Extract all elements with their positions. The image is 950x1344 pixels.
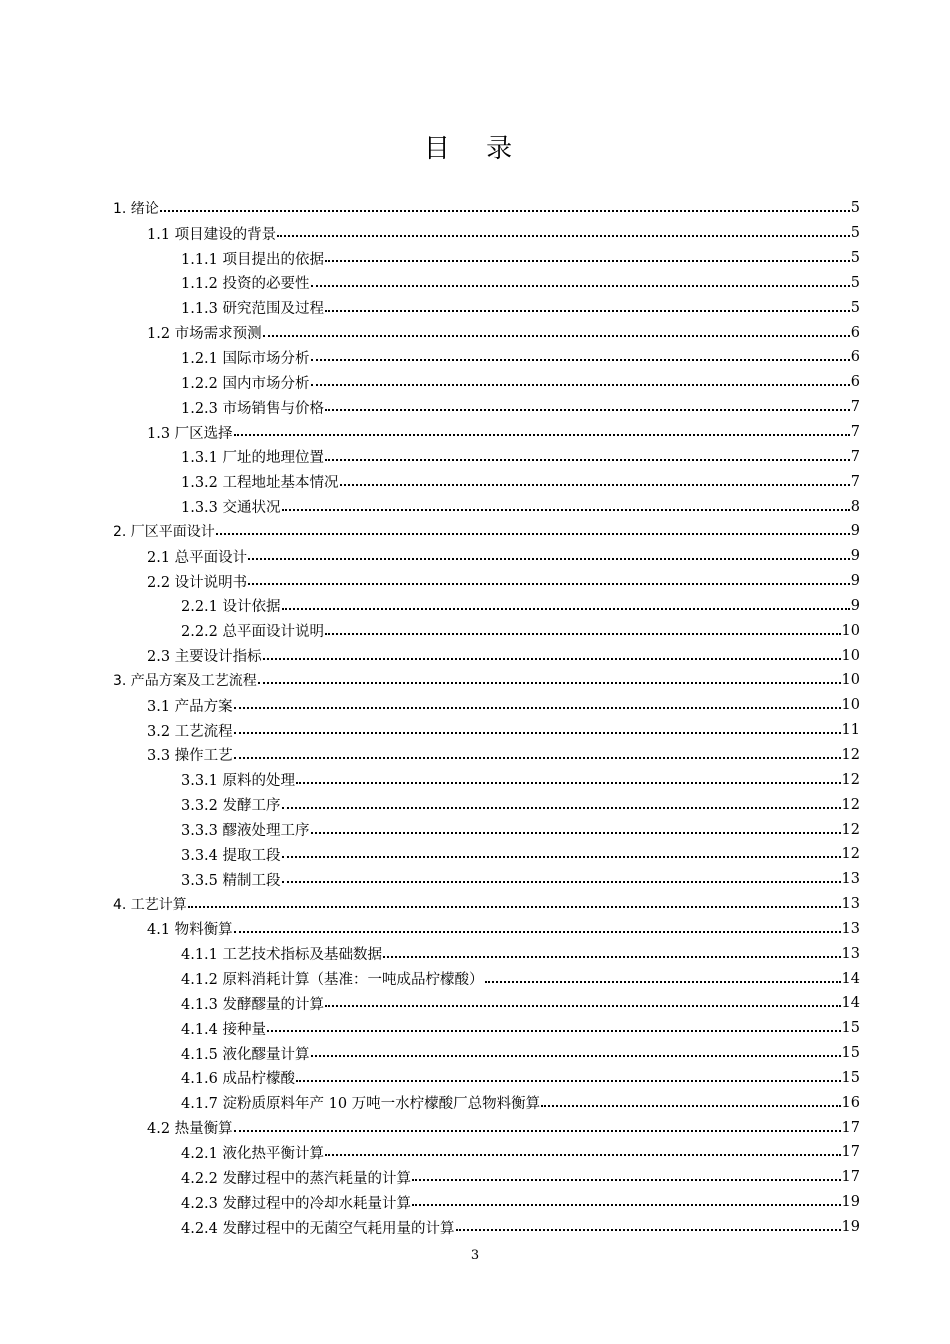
toc-entry-page: 5	[850, 274, 860, 291]
toc-entry-page: 14	[841, 970, 860, 987]
toc-entry-page: 15	[841, 1020, 860, 1037]
toc-entry-label: 2.2.2 总平面设计说明	[181, 624, 325, 641]
toc-entry-label: 4.1 物料衡算	[147, 922, 233, 939]
dot-leader	[311, 359, 850, 361]
toc-entry[interactable]	[113, 767, 860, 792]
toc-entry-page: 17	[841, 1144, 860, 1161]
toc-entry-page: 5	[850, 225, 860, 242]
dot-leader	[248, 558, 850, 560]
toc-entry-page: 9	[850, 523, 860, 540]
dot-leader	[282, 881, 841, 883]
dot-leader	[188, 906, 841, 908]
toc-entry-page: 17	[841, 1169, 860, 1186]
toc-entry[interactable]	[113, 1090, 860, 1115]
toc-entry[interactable]	[113, 693, 860, 718]
toc-entry-label: 4.2.1 液化热平衡计算	[181, 1145, 325, 1162]
toc-entry-label: 4.1.6 成品柠檬酸	[181, 1071, 296, 1088]
toc-entry-page: 17	[841, 1119, 860, 1136]
toc-entry-label: 4.1.3 发酵醪量的计算	[181, 996, 325, 1013]
toc-entry-label: 4.2.2 发酵过程中的蒸汽耗量的计算	[181, 1170, 412, 1187]
toc-entry-label: 1.3.2 工程地址基本情况	[181, 475, 339, 492]
toc-entry-label: 1.1.2 投资的必要性	[181, 276, 310, 293]
dot-leader	[282, 807, 841, 809]
dot-leader	[541, 1105, 840, 1107]
dot-leader	[267, 1030, 841, 1032]
toc-entry-label: 4.1.5 液化醪量计算	[181, 1046, 310, 1063]
toc-entry-page: 9	[850, 548, 860, 565]
dot-leader	[340, 484, 850, 486]
toc-entry-label: 3.3.4 提取工段	[181, 847, 281, 864]
toc-entry-page: 10	[841, 672, 860, 689]
toc-entry[interactable]	[113, 991, 860, 1016]
toc-entry[interactable]	[113, 1215, 860, 1240]
dot-leader	[248, 583, 850, 585]
toc-entry-page: 5	[850, 200, 860, 217]
toc-entry-page: 12	[841, 846, 860, 863]
toc-entry[interactable]	[113, 643, 860, 668]
dot-leader	[325, 633, 841, 635]
toc-entry-label: 3.3 操作工艺	[147, 748, 233, 765]
toc-entry-page: 9	[850, 573, 860, 590]
toc-entry-label: 4. 工艺计算	[113, 897, 187, 914]
toc-entry[interactable]	[113, 420, 860, 445]
toc-entry-label: 1.3.1 厂址的地理位置	[181, 450, 325, 467]
dot-leader	[311, 285, 850, 287]
dot-leader	[383, 956, 841, 958]
toc-entry[interactable]	[113, 221, 860, 246]
toc-entry-label: 1.1.3 研究范围及过程	[181, 301, 325, 318]
toc-entry[interactable]	[113, 271, 860, 296]
toc-entry-page: 5	[850, 250, 860, 267]
dot-leader	[325, 310, 850, 312]
dot-leader	[311, 832, 841, 834]
toc-entry-page: 15	[841, 1069, 860, 1086]
toc-entry-page: 8	[850, 498, 860, 515]
toc-entry[interactable]	[113, 668, 860, 693]
toc-entry[interactable]	[113, 743, 860, 768]
toc-entry-label: 2.2 设计说明书	[147, 574, 248, 591]
dot-leader	[160, 210, 850, 212]
toc-entry-page: 12	[841, 796, 860, 813]
page-number: 3	[470, 1248, 480, 1263]
toc-entry-label: 1.2.2 国内市场分析	[181, 375, 310, 392]
dot-leader	[325, 1154, 841, 1156]
toc-entry[interactable]	[113, 618, 860, 643]
toc-entry-label: 3. 产品方案及工艺流程	[113, 673, 257, 690]
toc-entry-label: 4.1.7 淀粉质原料年产 10 万吨一水柠檬酸厂总物料衡算	[181, 1096, 541, 1113]
toc-entry[interactable]	[113, 345, 860, 370]
toc-entry-label: 4.1.4 接种量	[181, 1021, 267, 1038]
toc-entry-page: 14	[841, 995, 860, 1012]
toc-entry[interactable]	[113, 569, 860, 594]
toc-entry-label: 1.2.1 国际市场分析	[181, 350, 310, 367]
toc-entry-page: 10	[841, 697, 860, 714]
toc-entry[interactable]	[113, 1165, 860, 1190]
toc-entry-label: 1.2 市场需求预测	[147, 326, 262, 343]
toc-entry[interactable]	[113, 966, 860, 991]
toc-entry-page: 19	[841, 1219, 860, 1236]
toc-entry-label: 4.2.3 发酵过程中的冷却水耗量计算	[181, 1195, 412, 1212]
toc-entry[interactable]	[113, 817, 860, 842]
toc-entry[interactable]	[113, 320, 860, 345]
toc-entry[interactable]	[113, 519, 860, 544]
toc-entry-page: 5	[850, 299, 860, 316]
toc-entry-label: 3.3.1 原料的处理	[181, 773, 296, 790]
toc-entry[interactable]	[113, 842, 860, 867]
dot-leader	[263, 658, 841, 660]
toc-entry-page: 12	[841, 771, 860, 788]
dot-leader	[325, 459, 850, 461]
toc-entry[interactable]	[113, 494, 860, 519]
dot-leader	[282, 856, 841, 858]
toc-entry[interactable]	[113, 1041, 860, 1066]
dot-leader	[277, 235, 850, 237]
toc-entry-page: 13	[841, 920, 860, 937]
dot-leader	[325, 1005, 841, 1007]
toc-entry-page: 10	[841, 622, 860, 639]
toc-entry-label: 4.1.1 工艺技术指标及基础数据	[181, 947, 383, 964]
toc-entry-label: 2. 厂区平面设计	[113, 524, 215, 541]
toc-entry[interactable]	[113, 1115, 860, 1140]
toc-entry[interactable]	[113, 1016, 860, 1041]
dot-leader	[311, 384, 850, 386]
dot-leader	[282, 509, 850, 511]
toc-entry[interactable]	[113, 444, 860, 469]
toc-entry[interactable]	[113, 792, 860, 817]
toc-entry[interactable]	[113, 941, 860, 966]
dot-leader	[258, 682, 841, 684]
toc-entry[interactable]	[113, 916, 860, 941]
toc-entry[interactable]	[113, 395, 860, 420]
toc-entry[interactable]	[113, 867, 860, 892]
dot-leader	[311, 1055, 841, 1057]
toc-entry[interactable]	[113, 544, 860, 569]
dot-leader	[325, 409, 850, 411]
dot-leader	[234, 1130, 841, 1132]
toc-entry-label: 3.3.3 醪液处理工序	[181, 823, 310, 840]
dot-leader	[234, 757, 841, 759]
dot-leader	[282, 608, 850, 610]
toc-entry-page: 15	[841, 1045, 860, 1062]
dot-leader	[263, 335, 850, 337]
dot-leader	[412, 1179, 841, 1181]
toc-entry-label: 2.2.1 设计依据	[181, 599, 281, 616]
toc-entry-label: 4.2 热量衡算	[147, 1121, 233, 1138]
toc-entry-label: 1.2.3 市场销售与价格	[181, 400, 325, 417]
dot-leader	[216, 533, 850, 535]
toc-entry-page: 6	[850, 349, 860, 366]
toc-entry-label: 1. 绪论	[113, 201, 159, 218]
dot-leader	[485, 981, 841, 983]
toc-entry-label: 1.1.1 项目提出的依据	[181, 251, 325, 268]
toc-entry-page: 13	[841, 896, 860, 913]
toc-entry-page: 13	[841, 871, 860, 888]
toc-entry[interactable]	[113, 1066, 860, 1091]
toc-entry-page: 10	[841, 647, 860, 664]
toc-entry-page: 13	[841, 945, 860, 962]
toc-entry[interactable]	[113, 246, 860, 271]
dot-leader	[296, 782, 841, 784]
toc-entry-page: 16	[841, 1094, 860, 1111]
toc-entry-page: 12	[841, 746, 860, 763]
toc-entry[interactable]	[113, 1140, 860, 1165]
toc-entry[interactable]	[113, 196, 860, 221]
toc-entry-label: 2.1 总平面设计	[147, 549, 248, 566]
dot-leader	[234, 732, 841, 734]
toc-entry[interactable]	[113, 295, 860, 320]
dot-leader	[296, 1080, 841, 1082]
dot-leader	[234, 707, 841, 709]
toc-entry-label: 3.2 工艺流程	[147, 723, 233, 740]
toc-entry-page: 7	[850, 399, 860, 416]
toc-entry[interactable]	[113, 469, 860, 494]
dot-leader	[234, 434, 850, 436]
toc-entry-label: 2.3 主要设计指标	[147, 649, 262, 666]
toc-entry[interactable]	[113, 1190, 860, 1215]
toc-entry-label: 1.3 厂区选择	[147, 425, 233, 442]
toc-entry-label: 1.3.3 交通状况	[181, 500, 281, 517]
table-of-contents	[113, 196, 860, 1239]
dot-leader	[325, 260, 850, 262]
toc-entry[interactable]	[113, 370, 860, 395]
dot-leader	[456, 1229, 841, 1231]
toc-entry-label: 1.1 项目建设的背景	[147, 226, 277, 243]
toc-entry-page: 12	[841, 821, 860, 838]
toc-entry-label: 4.2.4 发酵过程中的无菌空气耗用量的计算	[181, 1220, 455, 1237]
toc-entry[interactable]	[113, 718, 860, 743]
toc-entry-label: 4.1.2 原料消耗计算（基准：一吨成品柠檬酸）	[181, 972, 484, 989]
dot-leader	[412, 1204, 841, 1206]
dot-leader	[234, 931, 841, 933]
toc-entry-page: 11	[841, 722, 860, 739]
toc-entry-page: 6	[850, 324, 860, 341]
toc-entry[interactable]	[113, 594, 860, 619]
toc-entry-page: 7	[850, 448, 860, 465]
toc-entry-page: 19	[841, 1194, 860, 1211]
toc-entry[interactable]	[113, 892, 860, 917]
toc-entry-label: 3.1 产品方案	[147, 698, 233, 715]
toc-entry-page: 6	[850, 374, 860, 391]
toc-entry-label: 3.3.2 发酵工序	[181, 798, 281, 815]
toc-entry-page: 9	[850, 597, 860, 614]
toc-entry-page: 7	[850, 473, 860, 490]
toc-entry-label: 3.3.5 精制工段	[181, 872, 281, 889]
toc-title: 目 录	[423, 134, 527, 164]
toc-entry-page: 7	[850, 424, 860, 441]
